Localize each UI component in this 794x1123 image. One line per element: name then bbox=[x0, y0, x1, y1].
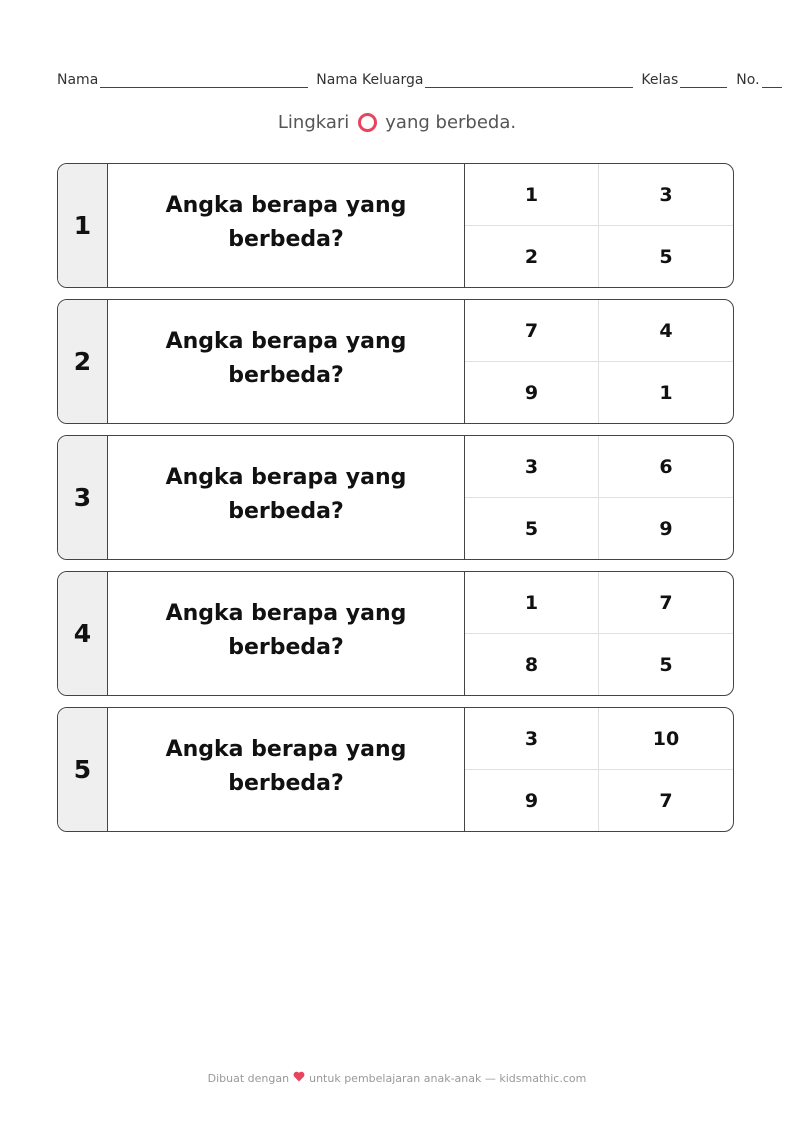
footer bbox=[0, 1071, 794, 1085]
question-number: 4 bbox=[58, 572, 108, 695]
heart-icon bbox=[293, 1071, 305, 1085]
answer-option[interactable]: 7 bbox=[465, 300, 599, 362]
family-name-field[interactable] bbox=[316, 72, 633, 88]
answer-option[interactable]: 5 bbox=[659, 245, 673, 268]
answer-option[interactable]: 2 bbox=[465, 226, 599, 288]
question-number: 5 bbox=[58, 708, 108, 831]
question-text: Angka berapa yang berbeda? bbox=[108, 707, 465, 831]
answer-option[interactable]: 6 bbox=[599, 436, 733, 498]
answer-option[interactable]: 3 bbox=[599, 164, 733, 226]
name-line[interactable] bbox=[100, 73, 308, 88]
question-number: 2 bbox=[58, 300, 108, 423]
family-name-line[interactable] bbox=[425, 73, 633, 88]
question-card bbox=[57, 163, 734, 288]
number-label: No. bbox=[736, 72, 760, 88]
circle-icon bbox=[358, 113, 377, 132]
footer-suffix: untuk pembelajaran anak-anak — kidsmathic.com bbox=[309, 1071, 587, 1085]
class-field[interactable] bbox=[641, 72, 727, 88]
question-number: 3 bbox=[58, 436, 108, 559]
question-card bbox=[57, 707, 734, 832]
footer-prefix: Dibuat dengan bbox=[207, 1071, 290, 1085]
name-label: Nama bbox=[57, 72, 99, 88]
class-label: Kelas bbox=[641, 72, 679, 88]
answer-option[interactable]: 9 bbox=[659, 517, 673, 540]
question-text: Angka berapa yang berbeda? bbox=[108, 571, 465, 695]
class-line[interactable] bbox=[680, 73, 727, 88]
instruction-suffix: yang berbeda. bbox=[385, 112, 517, 133]
instruction-prefix: Lingkari bbox=[277, 112, 350, 133]
answer-option[interactable]: 1 bbox=[465, 572, 599, 634]
answer-option[interactable]: 5 bbox=[659, 653, 673, 676]
answer-option[interactable]: 9 bbox=[465, 362, 599, 424]
number-field[interactable] bbox=[736, 72, 781, 88]
answer-option[interactable]: 8 bbox=[465, 634, 599, 696]
answer-option[interactable]: 1 bbox=[465, 164, 599, 226]
answer-grid bbox=[465, 708, 733, 831]
student-info-row bbox=[57, 68, 794, 88]
name-field[interactable] bbox=[57, 72, 308, 88]
question-text: Angka berapa yang berbeda? bbox=[108, 163, 465, 287]
answer-option[interactable]: 3 bbox=[465, 436, 599, 498]
answer-option[interactable]: 1 bbox=[659, 381, 673, 404]
question-card bbox=[57, 435, 734, 560]
question-text: Angka berapa yang berbeda? bbox=[108, 435, 465, 559]
answer-option[interactable]: 9 bbox=[465, 770, 599, 832]
number-line[interactable] bbox=[762, 73, 782, 88]
answer-option[interactable]: 10 bbox=[599, 708, 733, 770]
answer-grid bbox=[465, 164, 733, 287]
answer-option[interactable]: 7 bbox=[599, 572, 733, 634]
answer-option[interactable]: 5 bbox=[465, 498, 599, 560]
question-card bbox=[57, 571, 734, 696]
instruction bbox=[0, 112, 794, 133]
family-name-label: Nama Keluarga bbox=[316, 72, 424, 88]
answer-option[interactable]: 7 bbox=[659, 789, 673, 812]
answer-option[interactable]: 4 bbox=[599, 300, 733, 362]
answer-grid bbox=[465, 300, 733, 423]
question-number: 1 bbox=[58, 164, 108, 287]
question-card bbox=[57, 299, 734, 424]
answer-option[interactable]: 3 bbox=[465, 708, 599, 770]
question-text: Angka berapa yang berbeda? bbox=[108, 299, 465, 423]
answer-grid bbox=[465, 572, 733, 695]
answer-grid bbox=[465, 436, 733, 559]
